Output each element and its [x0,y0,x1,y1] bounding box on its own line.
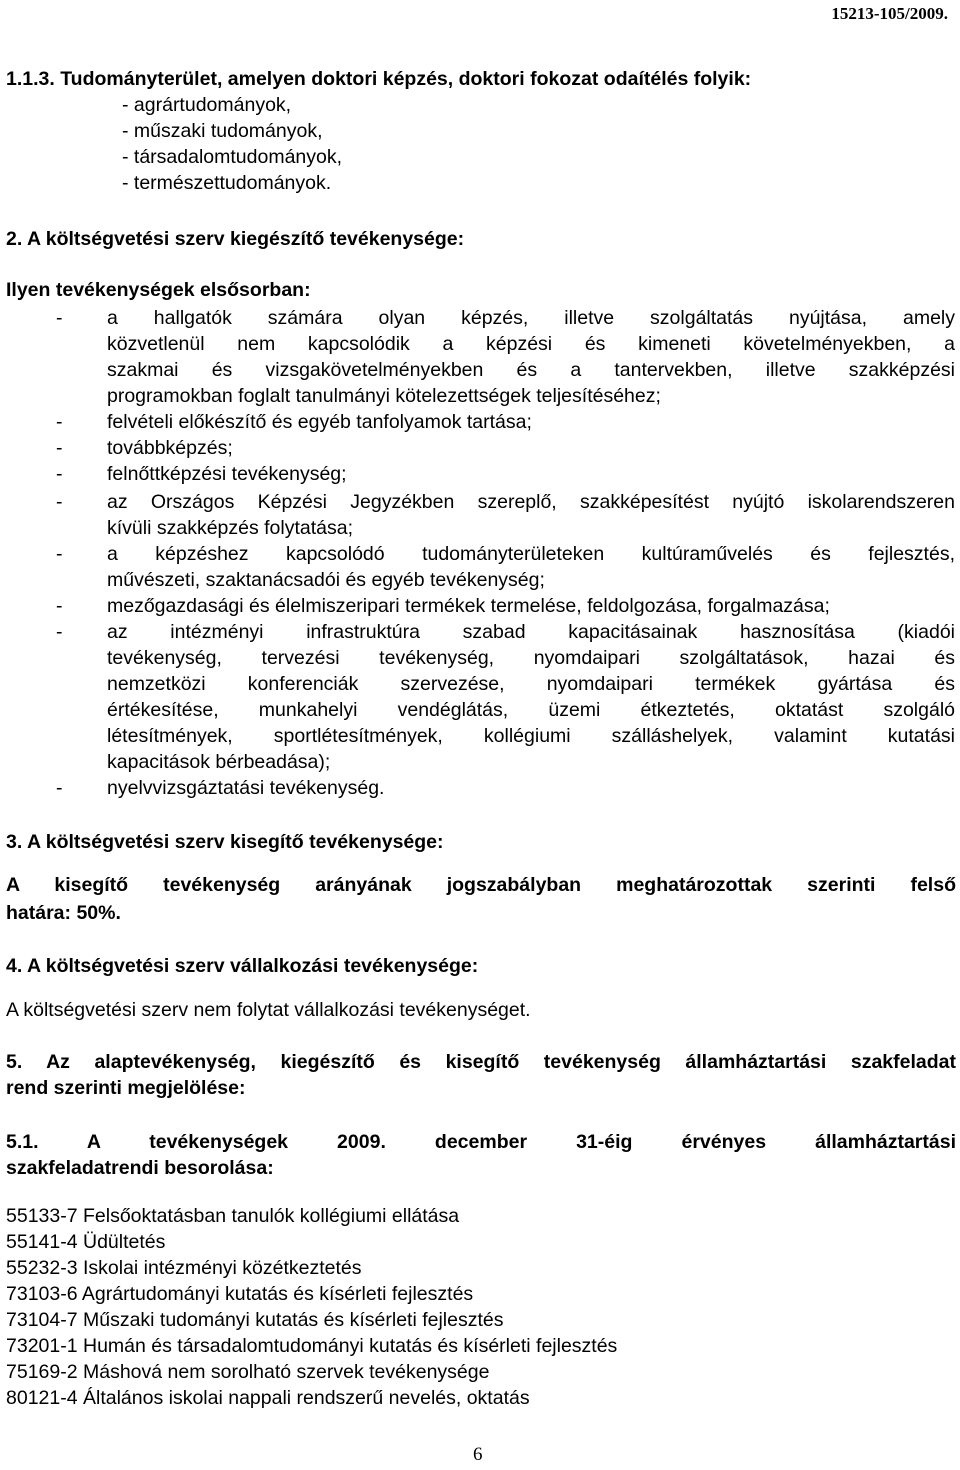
heading-section-5-1: szakfeladatrendi besorolása: [6,1157,274,1179]
list-item: - társadalomtudományok, [122,146,343,168]
list-item: értékesítése, munkahelyi vendéglátás, üzemi étkeztetés, oktatást szolgáló [107,699,955,721]
list-item: kapacitások bérbeadása); [107,751,331,773]
code-list-item: 73201-1 Humán és társadalomtudományi kutatás és kísérleti fejlesztés [6,1335,618,1357]
list-item: tevékenység, tervezési tevékenység, nyomdaipari szolgáltatások, hazai és [107,647,955,669]
heading-section-4: 4. A költségvetési szerv vállalkozási tevékenysége: [6,955,479,977]
list-item: programokban foglalt tanulmányi kötelezettségek teljesítéséhez; [107,385,661,407]
section-4-body: A költségvetési szerv nem folytat vállalkozási tevékenységet. [6,999,531,1021]
bullet-dash: - [56,777,63,799]
heading-section-5-1: 5.1. A tevékenységek 2009. december 31-éig érvényes államháztartási [6,1131,956,1153]
list-item: a hallgatók számára olyan képzés, illetve szolgáltatás nyújtása, amely [107,307,955,329]
list-item: létesítmények, sportlétesítmények, kollégiumi szálláshelyek, valamint kutatási [107,725,955,747]
list-item: felvételi előkészítő és egyéb tanfolyamok tartása; [107,411,532,433]
page-number: 6 [473,1444,483,1465]
document-reference: 15213-105/2009. [831,4,948,23]
list-item: szakmai és vizsgakövetelményekben és a tantervekben, illetve szakképzési [107,359,955,381]
heading-1-1-3: 1.1.3. Tudományterület, amelyen doktori képzés, doktori fokozat odaítélés folyik: [6,68,752,90]
code-list-item: 73103-6 Agrártudományi kutatás és kísérleti fejlesztés [6,1283,474,1305]
heading-section-2: 2. A költségvetési szerv kiegészítő tevékenysége: [6,228,465,250]
code-list-item: 75169-2 Máshová nem sorolható szervek tevékenysége [6,1361,490,1383]
list-item: közvetlenül nem kapcsolódik a képzési és kimeneti követelményekben, a [107,333,955,355]
list-item: mezőgazdasági és élelmiszeripari termékek termelése, feldolgozása, forgalmazása; [107,595,830,617]
list-item: nyelvvizsgáztatási tevékenység. [107,777,385,799]
section-3-body: A kisegítő tevékenység arányának jogszabályban meghatározottak szerinti felső [6,874,956,896]
bullet-dash: - [56,543,63,565]
bullet-dash: - [56,307,63,329]
bullet-dash: - [56,463,63,485]
list-item: kívüli szakképzés folytatása; [107,517,354,539]
bullet-dash: - [56,437,63,459]
section-2-intro: Ilyen tevékenységek elsősorban: [6,279,311,301]
list-item: továbbképzés; [107,437,233,459]
list-item: a képzéshez kapcsolódó tudományterületeken kultúraművelés és fejlesztés, [107,543,955,565]
list-item: nemzetközi konferenciák szervezése, nyomdaipari termékek gyártása és [107,673,955,695]
code-list-item: 80121-4 Általános iskolai nappali rendszerű nevelés, oktatás [6,1387,530,1409]
section-3-body: határa: 50%. [6,902,121,924]
code-list-item: 55141-4 Üdültetés [6,1231,166,1253]
list-item: - természettudományok. [122,172,332,194]
code-list-item: 55232-3 Iskolai intézményi közétkeztetés [6,1257,362,1279]
code-list-item: 55133-7 Felsőoktatásban tanulók kollégiumi ellátása [6,1205,460,1227]
list-item: az Országos Képzési Jegyzékben szereplő, szakképesítést nyújtó iskolarendszeren [107,491,955,513]
bullet-dash: - [56,411,63,433]
heading-section-5: 5. Az alaptevékenység, kiegészítő és kisegítő tevékenység államháztartási szakfeladat [6,1051,956,1073]
bullet-dash: - [56,595,63,617]
bullet-dash: - [56,621,63,643]
bullet-dash: - [56,491,63,513]
list-item: - műszaki tudományok, [122,120,323,142]
code-list-item: 73104-7 Műszaki tudományi kutatás és kísérleti fejlesztés [6,1309,504,1331]
list-item: felnőttképzési tevékenység; [107,463,347,485]
heading-section-3: 3. A költségvetési szerv kisegítő tevékenysége: [6,831,444,853]
heading-section-5: rend szerinti megjelölése: [6,1077,246,1099]
list-item: művészeti, szaktanácsadói és egyéb tevékenység; [107,569,545,591]
list-item: az intézményi infrastruktúra szabad kapacitásainak hasznosítása (kiadói [107,621,955,643]
list-item: - agrártudományok, [122,94,292,116]
